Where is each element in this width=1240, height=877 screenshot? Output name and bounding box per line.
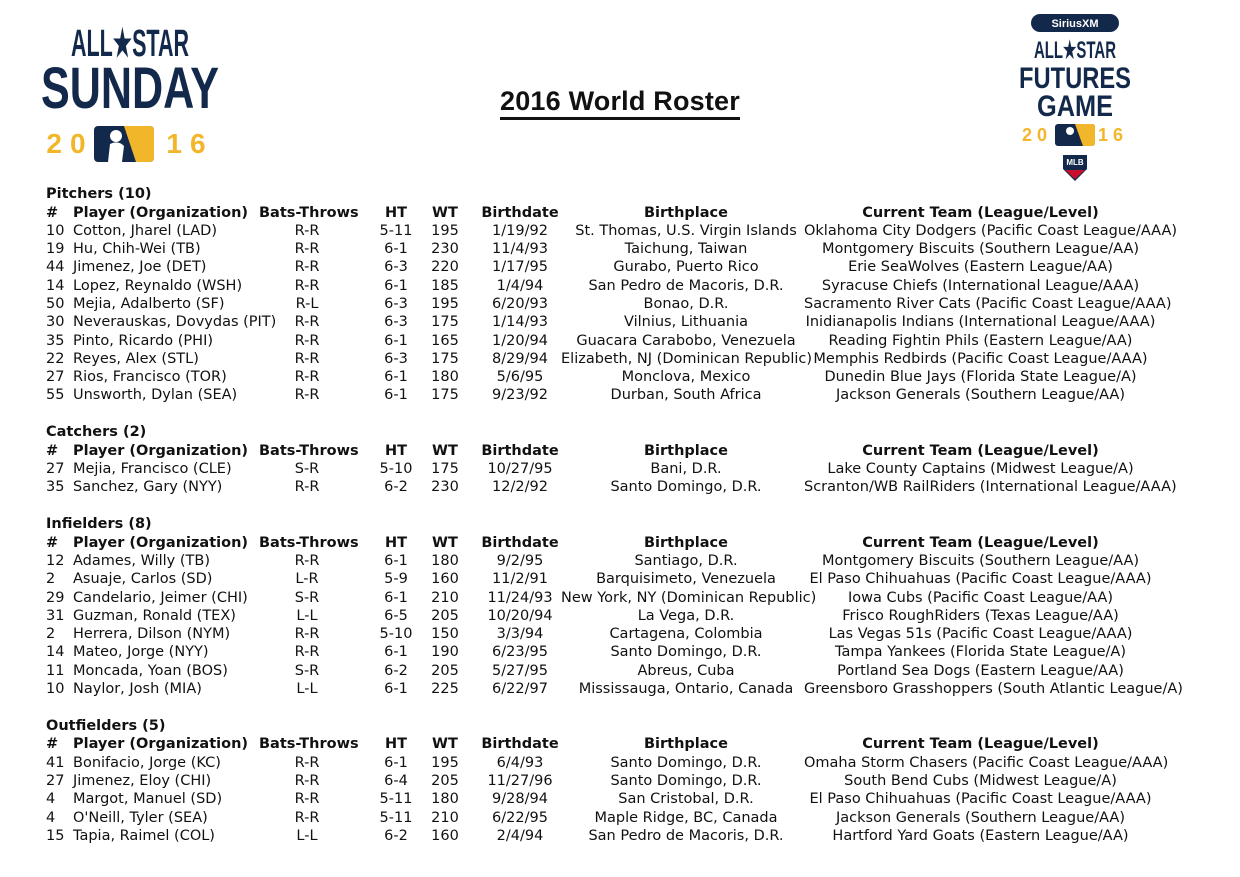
cell-bd: 1/20/94 [492, 332, 548, 349]
cell-bt: R-R [294, 479, 320, 496]
cell-name: Rios, Francisco (TOR) [73, 369, 227, 386]
cell-name: Pinto, Ricardo (PHI) [73, 332, 214, 349]
cell-bp: Mississauga, Ontario, Canada [578, 681, 794, 698]
cell-bt: L-L [296, 607, 318, 624]
cell-bt: R-R [294, 369, 320, 386]
cell-bd: 10/27/95 [487, 461, 553, 478]
logo-right-badge: MLB [1066, 158, 1084, 167]
mlb-silhouette-icon [94, 126, 154, 162]
cell-name: Naylor, Josh (MIA) [73, 681, 202, 698]
cell-name: Candelario, Jeimer (CHI) [73, 589, 248, 606]
cell-num: 14 [46, 644, 65, 661]
column-header-ct: Current Team (League/Level) [862, 736, 1099, 753]
cell-num: 14 [46, 277, 65, 294]
cell-ht: 6-1 [384, 589, 408, 606]
cell-ct: Scranton/WB RailRiders (International League/AAA) [804, 479, 1177, 496]
cell-wt: 180 [431, 552, 459, 569]
column-header-ht: HT [384, 534, 408, 551]
cell-wt: 230 [431, 479, 459, 496]
cell-name: Guzman, Ronald (TEX) [73, 607, 236, 624]
cell-bd: 11/4/93 [492, 241, 548, 258]
cell-wt: 160 [431, 571, 459, 588]
cell-bd: 1/17/95 [492, 259, 548, 276]
column-header-wt: WT [432, 534, 458, 551]
column-header-wt: WT [432, 442, 458, 459]
logo-right-line3: GAME [1037, 90, 1113, 123]
column-header-name: Player (Organization) [73, 736, 249, 753]
column-header-wt: WT [432, 204, 458, 221]
column-header-bd: Birthdate [481, 442, 559, 459]
table-row [46, 643, 1161, 661]
cell-bd: 6/20/93 [492, 295, 548, 312]
table-row [46, 460, 1161, 478]
cell-wt: 195 [431, 295, 459, 312]
cell-bd: 10/20/94 [487, 607, 553, 624]
roster-table [46, 185, 1183, 845]
cell-ht: 6-2 [384, 479, 408, 496]
cell-bd: 6/22/97 [492, 681, 548, 698]
cell-ht: 6-1 [384, 681, 408, 698]
cell-bd: 6/22/95 [492, 809, 548, 826]
cell-bt: L-L [296, 827, 318, 844]
section-title: Infielders (8) [46, 516, 152, 533]
cell-name: Unsworth, Dylan (SEA) [73, 387, 238, 404]
cell-num: 27 [46, 772, 65, 789]
cell-wt: 225 [431, 681, 459, 698]
cell-ct: Jackson Generals (Southern League/AA) [835, 809, 1126, 826]
table-row [46, 754, 1169, 772]
cell-bt: R-R [294, 791, 320, 808]
page-title: 2016 World Roster [0, 86, 1240, 117]
cell-num: 10 [46, 222, 65, 239]
cell-ht: 6-4 [384, 772, 408, 789]
table-row [46, 258, 1161, 276]
table-row [46, 607, 1161, 625]
cell-wt: 175 [431, 461, 459, 478]
cell-wt: 175 [431, 314, 459, 331]
cell-bp: San Pedro de Macoris, D.R. [588, 827, 784, 844]
cell-bt: R-L [295, 295, 319, 312]
cell-num: 35 [46, 332, 65, 349]
cell-bt: R-R [294, 350, 320, 367]
cell-bd: 9/2/95 [496, 552, 544, 569]
cell-wt: 150 [431, 626, 459, 643]
section-spacer [46, 497, 1161, 516]
siriusxm-badge [1031, 14, 1119, 32]
cell-name: Reyes, Alex (STL) [73, 350, 199, 367]
cell-bp: La Vega, D.R. [637, 607, 735, 624]
cell-name: Sanchez, Gary (NYY) [73, 479, 223, 496]
column-header-bt: Bats-Throws [259, 534, 359, 551]
cell-ct: Iowa Cubs (Pacific Coast League/AA) [848, 589, 1113, 606]
cell-wt: 160 [431, 827, 459, 844]
cell-bt: R-R [294, 754, 320, 771]
cell-ht: 6-1 [384, 369, 408, 386]
column-header-num: # [46, 442, 59, 459]
cell-wt: 210 [431, 589, 459, 606]
table-row [46, 589, 1161, 607]
cell-wt: 185 [431, 277, 459, 294]
cell-bd: 6/23/95 [492, 644, 548, 661]
cell-bd: 8/29/94 [492, 350, 548, 367]
cell-bp: Gurabo, Puerto Rico [613, 259, 759, 276]
cell-name: Bonifacio, Jorge (KC) [73, 754, 221, 771]
cell-num: 4 [46, 809, 56, 826]
cell-ht: 6-1 [384, 754, 408, 771]
logo-left-line1: ALL★STAR [71, 23, 189, 65]
cell-name: Cotton, Jharel (LAD) [73, 222, 218, 239]
cell-bd: 11/2/91 [492, 571, 548, 588]
column-header-bp: Birthplace [644, 442, 728, 459]
cell-num: 30 [46, 314, 65, 331]
column-header-ht: HT [384, 204, 408, 221]
cell-wt: 220 [431, 259, 459, 276]
cell-num: 44 [46, 259, 65, 276]
section-title: Pitchers (10) [46, 186, 152, 202]
cell-ht: 6-3 [384, 350, 408, 367]
cell-num: 31 [46, 607, 65, 624]
cell-bp: St. Thomas, U.S. Virgin Islands [575, 222, 797, 239]
cell-bt: R-R [294, 626, 320, 643]
cell-bt: R-R [294, 332, 320, 349]
cell-bt: R-R [294, 222, 320, 239]
cell-bd: 12/2/92 [492, 479, 548, 496]
cell-bd: 1/19/92 [492, 222, 548, 239]
cell-bt: R-R [294, 809, 320, 826]
table-row [46, 680, 1183, 698]
mlb-silhouette-icon [1055, 124, 1095, 146]
cell-wt: 210 [431, 809, 459, 826]
cell-bp: San Pedro de Macoris, D.R. [588, 277, 784, 294]
cell-ht: 6-1 [384, 277, 408, 294]
cell-num: 27 [46, 369, 65, 386]
cell-bp: Santiago, D.R. [634, 552, 738, 569]
table-header-row [46, 534, 1161, 552]
column-header-ht: HT [384, 442, 408, 459]
cell-name: Mateo, Jorge (NYY) [73, 644, 209, 661]
logo-right-line1: ALL★STAR [1034, 37, 1116, 64]
table-row [46, 295, 1172, 313]
cell-num: 27 [46, 461, 65, 478]
table-row [46, 222, 1178, 240]
column-header-name: Player (Organization) [73, 534, 249, 551]
cell-bp: Maple Ridge, BC, Canada [594, 809, 778, 826]
cell-ct: Erie SeaWolves (Eastern League/AA) [848, 259, 1113, 276]
cell-wt: 180 [431, 791, 459, 808]
cell-ct: Montgomery Biscuits (Southern League/AA) [821, 241, 1140, 258]
cell-name: Margot, Manuel (SD) [73, 791, 223, 808]
cell-num: 19 [46, 241, 65, 258]
cell-name: Hu, Chih-Wei (TB) [73, 241, 201, 258]
cell-bp: Barquisimeto, Venezuela [596, 571, 776, 588]
cell-bt: R-R [294, 259, 320, 276]
cell-ct: Dunedin Blue Jays (Florida State League/A) [824, 369, 1137, 386]
section-title: Catchers (2) [46, 424, 147, 441]
cell-ht: 6-1 [384, 241, 408, 258]
column-header-name: Player (Organization) [73, 442, 249, 459]
cell-bd: 11/24/93 [487, 589, 553, 606]
cell-name: Moncada, Yoan (BOS) [73, 662, 228, 679]
cell-bt: R-R [294, 387, 320, 404]
column-header-bp: Birthplace [644, 204, 728, 221]
column-header-num: # [46, 204, 59, 221]
cell-ht: 6-1 [384, 387, 408, 404]
cell-bd: 2/4/94 [496, 827, 544, 844]
cell-bp: Cartagena, Colombia [609, 626, 763, 643]
cell-bt: S-R [294, 461, 320, 478]
cell-ht: 5-10 [379, 461, 413, 478]
table-header-row [46, 204, 1161, 222]
cell-num: 22 [46, 350, 65, 367]
cell-bd: 5/27/95 [492, 662, 548, 679]
cell-wt: 180 [431, 369, 459, 386]
logo-left-line2: SUNDAY [41, 56, 219, 121]
cell-bd: 9/28/94 [492, 791, 548, 808]
cell-ct: El Paso Chihuahuas (Pacific Coast League/AAA) [809, 571, 1152, 588]
cell-ht: 6-2 [384, 827, 408, 844]
cell-bp: Durban, South Africa [610, 387, 762, 404]
logo-left-year-left: 20 [46, 128, 94, 159]
column-header-ct: Current Team (League/Level) [862, 442, 1099, 459]
cell-name: Jimenez, Eloy (CHI) [73, 772, 212, 789]
cell-ct: El Paso Chihuahuas (Pacific Coast League/AAA) [809, 791, 1152, 808]
cell-wt: 205 [431, 662, 459, 679]
cell-ht: 6-3 [384, 259, 408, 276]
table-header-row [46, 442, 1161, 460]
column-header-bd: Birthdate [481, 204, 559, 221]
cell-wt: 175 [431, 350, 459, 367]
cell-wt: 165 [431, 332, 459, 349]
cell-name: Herrera, Dilson (NYM) [73, 626, 231, 643]
cell-bp: Elizabeth, NJ (Dominican Republic) [561, 350, 813, 367]
cell-num: 2 [46, 571, 56, 588]
cell-ct: Las Vegas 51s (Pacific Coast League/AAA) [828, 626, 1133, 643]
cell-ht: 5-9 [384, 571, 408, 588]
cell-num: 29 [46, 589, 65, 606]
column-header-name: Player (Organization) [73, 204, 249, 221]
cell-bt: R-R [294, 552, 320, 569]
cell-ht: 5-10 [379, 626, 413, 643]
column-header-ht: HT [384, 736, 408, 753]
cell-wt: 230 [431, 241, 459, 258]
table-row [46, 790, 1161, 808]
cell-name: Tapia, Raimel (COL) [73, 827, 215, 844]
cell-ct: Tampa Yankees (Florida State League/A) [835, 644, 1126, 661]
cell-bt: R-R [294, 772, 320, 789]
table-row [46, 827, 1161, 845]
cell-bp: San Cristobal, D.R. [618, 791, 754, 808]
column-header-bp: Birthplace [644, 534, 728, 551]
cell-name: Neverauskas, Dovydas (PIT) [73, 314, 277, 331]
cell-ht: 6-3 [384, 295, 408, 312]
table-row [46, 625, 1161, 643]
column-header-bt: Bats-Throws [259, 442, 359, 459]
cell-bp: Guacara Carabobo, Venezuela [576, 332, 796, 349]
cell-bd: 3/3/94 [496, 626, 544, 643]
table-row [46, 313, 1161, 331]
cell-ct: Greensboro Grasshoppers (South Atlantic League/A) [804, 681, 1183, 698]
cell-name: Jimenez, Joe (DET) [73, 259, 207, 276]
column-header-bp: Birthplace [644, 736, 728, 753]
cell-bd: 9/23/92 [492, 387, 548, 404]
table-row [46, 570, 1161, 588]
cell-bd: 11/27/96 [487, 772, 553, 789]
cell-name: Asuaje, Carlos (SD) [73, 571, 213, 588]
cell-num: 11 [46, 662, 65, 679]
table-row [46, 240, 1161, 258]
table-row [46, 350, 1161, 368]
logo-right-line2: FUTURES [1019, 62, 1131, 95]
table-row [46, 386, 1161, 404]
logo-right-brand: SiriusXM [1051, 18, 1099, 30]
cell-bp: Santo Domingo, D.R. [610, 754, 762, 771]
table-row [46, 552, 1161, 570]
cell-name: Lopez, Reynaldo (WSH) [73, 277, 243, 294]
cell-num: 35 [46, 479, 65, 496]
mlb-shield-icon [1063, 155, 1087, 181]
column-header-bd: Birthdate [481, 534, 559, 551]
column-header-ct: Current Team (League/Level) [862, 204, 1099, 221]
cell-bd: 6/4/93 [496, 754, 544, 771]
cell-ct: Sacramento River Cats (Pacific Coast League/AAA) [804, 295, 1172, 312]
cell-bp: Vilnius, Lithuania [623, 314, 748, 331]
cell-wt: 190 [431, 644, 459, 661]
cell-bt: S-R [294, 662, 320, 679]
cell-ht: 5-11 [379, 791, 413, 808]
cell-ct: Oklahoma City Dodgers (Pacific Coast League/AAA) [804, 222, 1178, 239]
cell-ct: Reading Fightin Phils (Eastern League/AA) [828, 332, 1133, 349]
table-row [46, 368, 1161, 386]
cell-num: 15 [46, 827, 65, 844]
cell-bp: Bani, D.R. [650, 461, 722, 478]
cell-bd: 1/14/93 [492, 314, 548, 331]
cell-num: 50 [46, 295, 65, 312]
cell-ct: Portland Sea Dogs (Eastern League/AA) [837, 662, 1124, 679]
cell-ht: 6-5 [384, 607, 408, 624]
cell-bp: Bonao, D.R. [643, 295, 729, 312]
section-spacer [46, 405, 1161, 424]
column-header-bt: Bats-Throws [259, 736, 359, 753]
cell-bt: L-R [295, 571, 319, 588]
cell-bt: R-R [294, 241, 320, 258]
table-row [46, 478, 1177, 496]
cell-name: Adames, Willy (TB) [73, 552, 210, 569]
cell-ht: 6-1 [384, 332, 408, 349]
cell-bd: 5/6/95 [496, 369, 544, 386]
cell-bt: R-R [294, 314, 320, 331]
cell-ht: 6-2 [384, 662, 408, 679]
cell-wt: 195 [431, 222, 459, 239]
cell-ht: 5-11 [379, 809, 413, 826]
cell-num: 41 [46, 754, 65, 771]
column-header-ct: Current Team (League/Level) [862, 534, 1099, 551]
cell-bt: R-R [294, 277, 320, 294]
cell-ct: Inidianapolis Indians (International League/AAA) [805, 314, 1156, 331]
column-header-num: # [46, 736, 59, 753]
cell-wt: 195 [431, 754, 459, 771]
cell-name: O'Neill, Tyler (SEA) [73, 809, 208, 826]
cell-ht: 6-3 [384, 314, 408, 331]
column-header-wt: WT [432, 736, 458, 753]
cell-bp: Santo Domingo, D.R. [610, 644, 762, 661]
table-row [46, 277, 1161, 295]
cell-bp: Santo Domingo, D.R. [610, 479, 762, 496]
cell-bp: Abreus, Cuba [637, 662, 735, 679]
cell-bp: New York, NY (Dominican Republic) [561, 589, 817, 606]
section-title: Outfielders (5) [46, 717, 166, 734]
cell-name: Mejia, Adalberto (SF) [73, 295, 225, 312]
cell-wt: 205 [431, 772, 459, 789]
cell-bp: Taichung, Taiwan [624, 241, 748, 258]
cell-name: Mejia, Francisco (CLE) [73, 461, 232, 478]
cell-num: 12 [46, 552, 65, 569]
logo-right-year-left: 20 [1021, 125, 1053, 145]
cell-bt: L-L [296, 681, 318, 698]
table-header-row [46, 735, 1161, 753]
cell-ct: Montgomery Biscuits (Southern League/AA) [821, 552, 1140, 569]
table-row [46, 332, 1161, 350]
column-header-bt: Bats-Throws [259, 204, 359, 221]
table-row [46, 662, 1161, 680]
cell-ht: 5-11 [379, 222, 413, 239]
cell-bt: R-R [294, 644, 320, 661]
section-spacer [46, 698, 1161, 717]
cell-num: 10 [46, 681, 65, 698]
cell-num: 55 [46, 387, 65, 404]
table-row [46, 772, 1161, 790]
logo-left-year-right: 16 [166, 128, 214, 159]
cell-ct: South Bend Cubs (Midwest League/A) [844, 772, 1117, 789]
cell-bp: Santo Domingo, D.R. [610, 772, 762, 789]
column-header-bd: Birthdate [481, 736, 559, 753]
cell-ct: Frisco RoughRiders (Texas League/AA) [842, 607, 1119, 624]
cell-ht: 6-1 [384, 644, 408, 661]
cell-ct: Jackson Generals (Southern League/AA) [835, 387, 1126, 404]
cell-bd: 1/4/94 [496, 277, 544, 294]
cell-ct: Omaha Storm Chasers (Pacific Coast League/AAA) [804, 754, 1169, 771]
cell-ht: 6-1 [384, 552, 408, 569]
logo-right-year-right: 16 [1097, 125, 1129, 145]
cell-num: 2 [46, 626, 56, 643]
cell-num: 4 [46, 791, 56, 808]
cell-bt: S-R [294, 589, 320, 606]
cell-bp: Monclova, Mexico [621, 369, 751, 386]
cell-wt: 205 [431, 607, 459, 624]
cell-ct: Hartford Yard Goats (Eastern League/AA) [832, 827, 1129, 844]
cell-ct: Lake County Captains (Midwest League/A) [827, 461, 1134, 478]
cell-wt: 175 [431, 387, 459, 404]
column-header-num: # [46, 534, 59, 551]
table-row [46, 809, 1161, 827]
cell-ct: Memphis Redbirds (Pacific Coast League/AAA) [813, 350, 1148, 367]
cell-ct: Syracuse Chiefs (International League/AAA) [821, 277, 1140, 294]
